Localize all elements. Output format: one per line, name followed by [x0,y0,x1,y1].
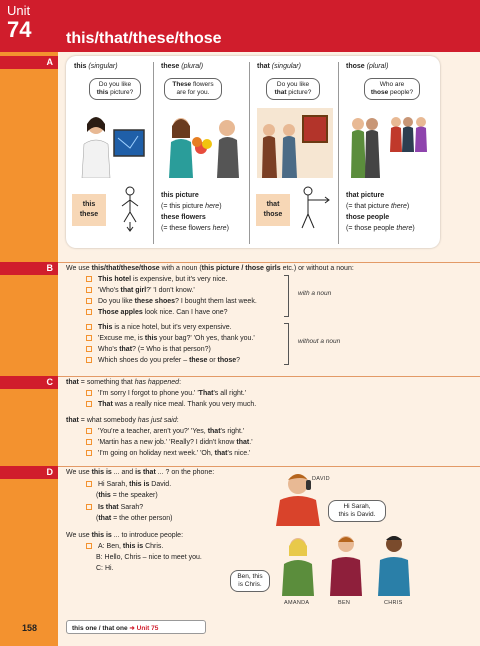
unit-box [0,0,58,52]
name-chris: CHRIS [384,600,403,606]
that-those-explanation: that picture (= that picture there) those people (= those people there) [346,192,415,232]
example-line: B: Hello, Chris – nice to meet you. [96,554,202,561]
section-c-divider [58,376,480,377]
example-item: 'I'm going on holiday next week.' 'Oh, that's nice.' [86,449,250,458]
speech-bubble-this-picture: Do you like this picture? [89,78,141,100]
side-margin [0,0,58,646]
note-with-a-noun: with a noun [298,290,332,297]
illustration-woman-with-picture [74,108,146,178]
example-item: Which shoes do you prefer – these or those? [86,356,240,365]
section-b-divider [58,262,480,263]
example-item: This hotel is expensive, but it's very nice. [86,275,227,284]
example-item: 'You're a teacher, aren't you?' 'Yes, that's right.' [86,427,244,436]
column-divider [249,62,250,244]
example-item: Do you like these shoes? I bought them last week. [86,297,257,306]
illustration-flowers [161,108,243,178]
col-that-heading: that (singular) [257,63,301,70]
example-item: Those apples look nice. Can I have one? [86,308,228,317]
speech-bubble-that-picture: Do you like that picture? [266,78,320,100]
name-ben: BEN [338,600,351,606]
illustration-amanda-ben-chris [276,530,424,596]
speech-bubble-phone: Hi Sarah, this is David. [328,500,386,522]
tag-that-those: that those [256,194,290,226]
speech-bubble-these-flowers: These flowers are for you. [164,78,222,100]
example-note: (that = the other person) [96,515,173,522]
unit-number: 74 [7,17,32,42]
example-item: Who's that? (= Who is that person?) [86,345,211,354]
cross-reference[interactable]: this one / that one ➜ Unit 75 [66,620,206,634]
section-b-tab: B [0,262,58,275]
speech-bubble-introduce: Ben, this is Chris. [230,570,270,592]
example-item: 'Who's that girl?' 'I don't know.' [86,286,195,295]
section-d-intro: We use this is ... and is that ... ? on the phone: [66,469,215,476]
name-david: DAVID [312,476,330,482]
example-item: 'Excuse me, is this your bag?' 'Oh yes, thank you.' [86,334,255,343]
example-note: (this = the speaker) [96,492,158,499]
illustration-picture-on-wall [257,108,333,178]
page-title: this/that/these/those [66,30,222,47]
section-c-tab: C [0,376,58,389]
example-item: That was a really nice meal. Thank you very much. [86,400,256,409]
example-item: This is a nice hotel, but it's very expensive. [86,323,232,332]
example-item: 'Martin has a new job.' 'Really? I didn't know that.' [86,438,253,447]
stick-figure-near-icon [116,186,144,232]
example-line: C: Hi. [96,565,114,572]
col-this-heading: this (singular) [74,63,118,70]
arrow-right-icon: ➜ [129,625,135,632]
bracket [284,323,289,365]
section-a-tab: A [0,56,58,69]
illustration-people-group [346,108,434,178]
example-item: Hi Sarah, this is David. [86,480,171,489]
tag-this-these: this these [72,194,106,226]
example-item: 'I'm sorry I forgot to phone you.' 'That's all right.' [86,389,246,398]
example-item: A: Ben, this is Chris. [86,542,163,551]
section-b-intro: We use this/that/these/those with a noun (this picture / those girls etc.) or without a noun: [66,265,354,272]
example-item: Is that Sarah? [86,503,143,512]
col-these-heading: these (plural) [161,63,204,70]
section-d-divider [58,466,480,467]
note-without-a-noun: without a noun [298,338,341,345]
illustration-david-phone [272,466,332,526]
col-those-heading: those (plural) [346,63,389,70]
section-d-intro-2: We use this is ... to introduce people: [66,532,184,539]
column-divider [338,62,339,244]
stick-figure-far-icon [298,186,332,232]
section-a-panel [66,56,440,248]
bracket [284,275,289,317]
page-number: 158 [22,623,38,633]
section-d-tab: D [0,466,58,479]
definition-has-happened: that = something that has happened: [66,379,182,386]
this-these-explanation: this picture (= this picture here) these flowers (= these flowers here) [161,192,229,232]
speech-bubble-those-people: Who are those people? [364,78,420,100]
unit-label: Unit [7,3,31,18]
column-divider [153,62,154,244]
name-amanda: AMANDA [284,600,310,606]
definition-has-just-said: that = what somebody has just said: [66,417,179,424]
